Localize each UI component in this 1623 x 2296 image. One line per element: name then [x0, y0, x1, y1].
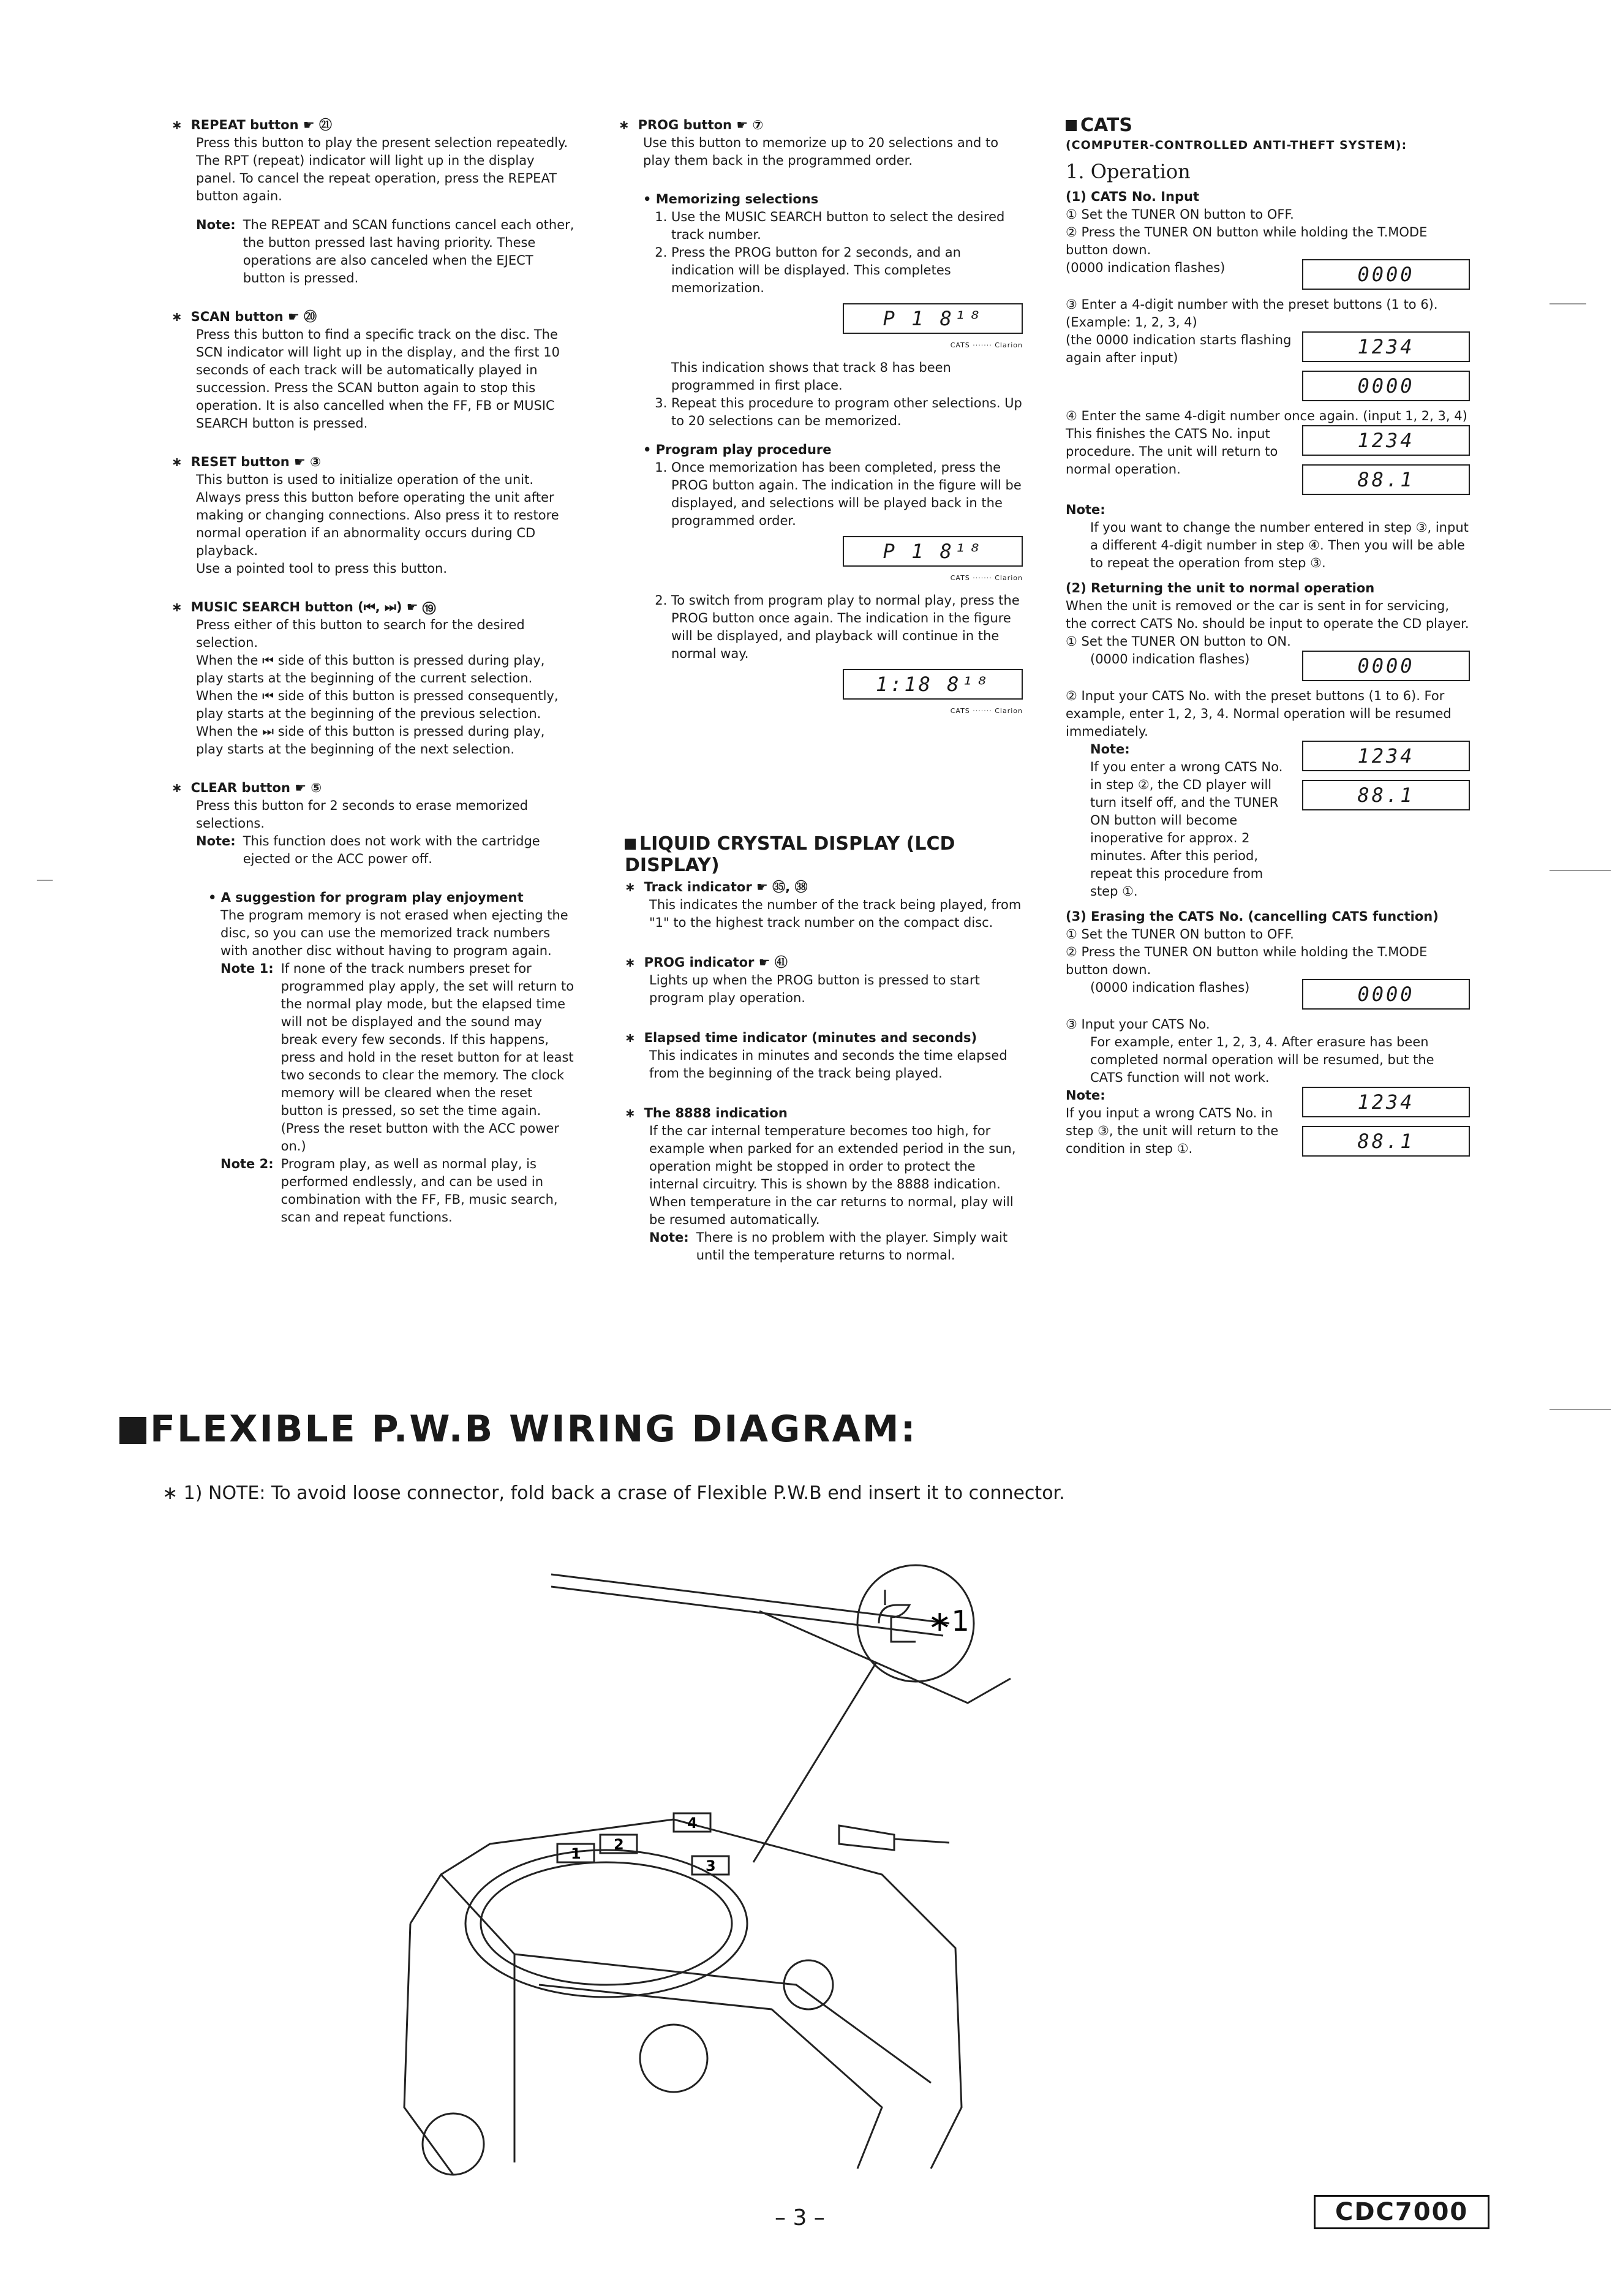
return-step-1-row [1066, 651, 1470, 684]
lcd-caption: CATS ······· Clarion [950, 707, 1023, 715]
prog-button-section: ∗ PROG button ☛ ⑦ Use this button to memorize up to 20 selections and to play them back in the programmed order. [619, 116, 1023, 170]
erase-step-2: ② Press the TUNER ON button while holding the T.MODE button down. [1066, 945, 1428, 977]
chassis-inner [539, 1985, 882, 2169]
repeat-ref: ☛ ㉑ [303, 118, 333, 132]
prog-title: PROG button [638, 118, 732, 132]
scan-button-section: ∗ SCAN button ☛ ⑳ Press this button to find a specific track on the disc. The SCN indicator will light up in the display, and the first 10 seconds of each track will be automatically played in succession. Press the SCAN button again to stop this operation. It is also cancelled when the FF, FB or MUSIC SEARCH button is pressed. [171, 308, 576, 432]
operation-heading: 1. Operation [1066, 160, 1191, 183]
clear-title: CLEAR button [190, 780, 290, 795]
temp-indication-title: The 8888 indication [644, 1106, 788, 1120]
input-step-2: ② Press the TUNER ON button while holding the T.MODE button down. [1066, 225, 1428, 257]
lcd-flashing-2: 0000 [1302, 371, 1470, 401]
chassis-inner [514, 1954, 931, 2083]
temp-note [649, 1229, 1023, 1264]
reset-button-section: ∗ RESET button ☛ ③ This button is used to initialize operation of the unit. Always press this button before operating the unit after making or changing connections. Also press it to restore normal operation if an abnormality occurs during CD playback. Use a pointed tool to press this button. [171, 453, 576, 578]
track-indicator-ref: ☛ ㉟, ㊳ [756, 880, 808, 894]
music-title: MUSIC SEARCH button (⏮, ⏭) [190, 600, 402, 614]
clear-note [196, 833, 576, 868]
note-label: Note 2: [220, 1157, 274, 1171]
reset-body-2: Use a pointed tool to press this button. [196, 561, 448, 576]
connector-label-4: 4 [687, 1815, 698, 1832]
lcd-normal: 88.1 [1302, 464, 1470, 495]
section-bullet [625, 839, 636, 850]
erase-note-row [1066, 1087, 1470, 1159]
edge-mark [37, 880, 53, 881]
erase-step-1: ① Set the TUNER ON button to OFF. [1066, 927, 1294, 942]
gear [640, 2025, 707, 2092]
section-bullet [1066, 120, 1077, 131]
clear-ref: ☛ ⑤ [295, 780, 322, 795]
repeat-title: REPEAT button [190, 118, 299, 132]
right-column [1066, 116, 1470, 1159]
flash-note: (0000 indication flashes) [1066, 260, 1226, 275]
chassis-inner [441, 1875, 514, 2162]
erase-step-2-row [1066, 979, 1470, 1012]
input-step-2-row [1066, 259, 1470, 292]
chassis-outline [404, 1924, 453, 2175]
input-step-3: ③ Enter a 4-digit number with the preset buttons (1 to 6). (Example: 1, 2, 3, 4) [1066, 297, 1438, 330]
program-play-section: • Program play procedure 1. Once memorization has been completed, press the PROG button again. The indication in the figure will be displayed, and selections will be played back in the programmed order. P 1 8¹⁸ CATS ······· Clarion 2. To switch from program play to normal play, press the PROG button once again. The indication in the figure will be displayed, and playback will continue in the normal way. 1:18 8¹⁸ CATS ······· Clarion [643, 441, 1023, 720]
lcd-1234-3: 1234 [1302, 741, 1470, 771]
edge-mark [1550, 303, 1586, 304]
clear-body: Press this button for 2 seconds to erase memorized selections. [196, 798, 529, 831]
note-label: Note: [1066, 1088, 1105, 1103]
note-label: Note: [1090, 742, 1130, 757]
music-p2: When the ⏮ side of this button is pressed consequently, play starts at the beginning of the previous selection. [196, 689, 559, 721]
elapsed-indicator-title: Elapsed time indicator (minutes and seconds) [644, 1030, 977, 1045]
fold-icon [879, 1605, 916, 1642]
repeat-button-section: ∗ REPEAT button ☛ ㉑ Press this button to play the present selection repeatedly. The RPT (repeat) indicator will light up in the display panel. To cancel the repeat operation, press the REPEAT button again. Note: The REPEAT and SCAN functions cancel each other, the button pressed last having priority. These operations are also canceled when the EJECT button is pressed. [171, 116, 576, 287]
reset-ref: ☛ ③ [293, 455, 321, 469]
flex-pwb-title-text: FLEXIBLE P.W.B WIRING DIAGRAM: [150, 1408, 917, 1451]
finish-note: This finishes the CATS No. input procedure. The unit will return to normal operation. [1066, 426, 1278, 477]
reset-title: RESET button [190, 455, 290, 469]
page-number: – 3 – [775, 2205, 825, 2230]
track-indicator-body: This indicates the number of the track being played, from "1" to the highest track number on the compact disc. [649, 897, 1022, 930]
suggest-body: The program memory is not erased when ejecting the disc, so you can use the memorized track numbers with another disc without having to program again. [220, 908, 568, 958]
music-p1: When the ⏮ side of this button is pressed during play, play starts at the beginning of the current selection. [196, 653, 545, 685]
lcd-flashing: 0000 [1302, 259, 1470, 290]
lcd-section: LIQUID CRYSTAL DISPLAY (LCD DISPLAY) ∗ Track indicator ☛ ㉟, ㊳ This indicates the number of the track being played, from "1" to the highest track number on the compact disc. ∗ PROG indicator ☛ ㊶ Lights up when the PROG button is pressed to start program play operation. ∗ Elapsed time indicator (minutes and seconds) This indicates in minutes and seconds the time elapsed from the beginning of the track being played. ∗ The 8888 indication If the car internal temperature becomes too high, for example when parked for an extended period in the sun, operation might be stopped in order to protect the internal circuitry. This is shown by the 8888 indication. When temperature in the car returns to normal, play will be resumed automatically. Note: There is no problem with the player. Simply wait until the temperature returns to normal. [625, 833, 1023, 1264]
cats-input-heading: (1) CATS No. Input [1066, 189, 1199, 204]
lcd-display-normal-play: 1:18 8¹⁸ [843, 669, 1023, 700]
step-text: To switch from program play to normal play, press the PROG button once again. The indication in the figure will be displayed, and playback will continue in the normal way. [671, 593, 1020, 661]
lcd-1234: 1234 [1302, 331, 1470, 362]
suggest-note-2 [220, 1155, 576, 1226]
scan-title: SCAN button [190, 309, 284, 324]
suggest-title: A suggestion for program play enjoyment [220, 890, 524, 905]
input-step-1: ① Set the TUNER ON button to OFF. [1066, 207, 1294, 222]
note-text: Program play, as well as normal play, is performed endlessly, and can be used in combination with the FF, FB, music search, scan and repeat functions. [281, 1157, 558, 1225]
program-play-title: Program play procedure [655, 442, 832, 457]
memorizing-step-1: 1. Use the MUSIC SEARCH button to select the desired track number. [671, 208, 1023, 244]
connector-label-1: 1 [571, 1845, 581, 1862]
flex-pwb-note: ∗ 1) NOTE: To avoid loose connector, fold back a crase of Flexible P.W.B end insert it to connector. [162, 1482, 1065, 1504]
return-heading: (2) Returning the unit to normal operation [1066, 581, 1375, 595]
clear-button-section: ∗ CLEAR button ☛ ⑤ Press this button for 2 seconds to erase memorized selections. Note: This function does not work with the cartridge ejected or the ACC power off. [171, 779, 576, 868]
return-step-2: ② Input your CATS No. with the preset buttons (1 to 6). For example, enter 1, 2, 3, 4. Normal operation will be resumed immediately. [1066, 689, 1452, 739]
music-p3: When the ⏭ side of this button is pressed during play, play starts at the beginning of the next selection. [196, 724, 545, 757]
lcd-normal-2: 88.1 [1302, 780, 1470, 810]
return-body: When the unit is removed or the car is sent in for servicing, the correct CATS No. should be input to operate the CD player. [1066, 599, 1469, 631]
input-step-4-row [1066, 425, 1470, 497]
erase-note: If you input a wrong CATS No. in step ③, the unit will return to the condition in step ①. [1066, 1106, 1279, 1156]
note-label: Note: [196, 834, 236, 848]
note-label: Note 1: [220, 961, 274, 976]
callout-leader [753, 1663, 876, 1862]
lcd-display-program: P 1 8¹⁸ [843, 303, 1023, 334]
cats-title: CATS [1080, 115, 1132, 136]
suggest-note-1 [220, 960, 576, 1155]
step-text: Once memorization has been completed, press the PROG button again. The indication in the figure will be displayed, and selections will be played back in the programmed order. [671, 460, 1022, 528]
lcd-caption: CATS ······· Clarion [950, 574, 1023, 582]
note-text: There is no problem with the player. Simply wait until the temperature returns to normal. [696, 1230, 1008, 1263]
program-suggestion: • A suggestion for program play enjoyment The program memory is not erased when ejecting the disc, so you can use the memorized track numbers with another disc without having to program again. Note 1: If none of the track numbers preset for programmed play apply, the set will return to the normal play mode, but the elapsed time will not be displayed and the sound may break every few seconds. If this happens, press and hold in the reset button for at least two seconds to clear the memory. The clock memory will be cleared when the reset button is pressed, so set the time again. (Press the reset button with the ACC power on.) Note 2: Program play, as well as normal play, is performed endlessly, and can be used in combination with the FF, FB, music search, scan and repeat functions. [208, 889, 576, 1226]
note-text: This function does not work with the cartridge ejected or the ACC power off. [243, 834, 540, 866]
edge-mark [1550, 1409, 1611, 1410]
music-body: Press either of this button to search for the desired selection. [196, 617, 525, 650]
lid-edge [551, 1574, 949, 1623]
left-column [171, 116, 576, 1226]
repeat-body: Press this button to play the present selection repeatedly. The RPT (repeat) indicator will light up in the display panel. To cancel the repeat operation, press the REPEAT button again. [196, 135, 568, 203]
step-text: Press the PROG button for 2 seconds, and an indication will be displayed. This completes memorization. [671, 245, 961, 295]
elapsed-indicator-body: This indicates in minutes and seconds the time elapsed from the beginning of the track being played. [649, 1048, 1007, 1081]
program-play-step-1 [671, 459, 1023, 587]
music-ref: ☛ ⑲ [406, 600, 436, 614]
return-note: If you enter a wrong CATS No. in step ②, the CD player will turn itself off, and the TUNER ON button will become inoperative for approx. 2 minutes. After this period, repeat this procedure from step ①. [1090, 760, 1283, 899]
prog-ref: ☛ ⑦ [736, 118, 764, 132]
erase-step-3-body: For example, enter 1, 2, 3, 4. After erasure has been completed normal operation will be resumed, but the CATS function will not work. [1090, 1035, 1434, 1085]
flash-again-note: (the 0000 indication starts flashing again after input) [1066, 333, 1292, 365]
note-text: If none of the track numbers preset for programmed play apply, the set will return to the normal play mode, but the elapsed time will not be displayed and the sound may break every few seconds. If this happens, press and hold in the reset button for at least two seconds to clear the memory. The clock memory will be cleared when the reset button is pressed, so set the time again. (Press the reset button with the ACC power on.) [281, 961, 574, 1154]
connector-label-3: 3 [706, 1857, 716, 1875]
note-label: Note: [649, 1230, 689, 1245]
flash-note: (0000 indication flashes) [1090, 652, 1250, 667]
note-label: Note: [196, 217, 236, 232]
prog-indicator-body: Lights up when the PROG button is pressed to start program play operation. [649, 973, 980, 1005]
connector-label-2: 2 [614, 1836, 624, 1853]
memorizing-section: • Memorizing selections 1. Use the MUSIC SEARCH button to select the desired track number. 2. Press the PROG button for 2 seconds, and an indication will be displayed. This completes memorization. P 1 8¹⁸ CATS ······· Clarion This indication shows that track 8 has been programmed in first place. 3. Repeat this procedure to program other selections. Up to 20 selections can be memorized. [643, 191, 1023, 430]
prog-body: Use this button to memorize up to 20 selections and to play them back in the programmed order. [643, 135, 999, 168]
scan-body: Press this button to find a specific track on the disc. The SCN indicator will light up in the display, and the first 10 seconds of each track will be automatically played in succession. Press the SCAN button again to stop this operation. It is also cancelled when the FF, FB or MUSIC SEARCH button is pressed. [196, 327, 560, 431]
return-step-2-row [1066, 741, 1470, 901]
flex-cable [481, 1862, 732, 1985]
input-note: If you want to change the number entered in step ③, input a different 4-digit number in step ④. Then you will be able to repeat the operation from step ③. [1090, 520, 1469, 570]
wiring-diagram [331, 1556, 1151, 2181]
prog-indicator-ref: ☛ ㊶ [758, 955, 788, 970]
lcd-1234-4: 1234 [1302, 1087, 1470, 1117]
music-search-section: ∗ MUSIC SEARCH button (⏮, ⏭) ☛ ⑲ Press either of this button to search for the desired selection. When the ⏮ side of this button is pressed during play, play starts at the beginning of the current selection. When the ⏮ side of this button is pressed consequently, play starts at the beginning of the previous selection. When the ⏭ side of this button is pressed during play, play starts at the beginning of the next selection. [171, 599, 576, 758]
lcd-section-title: LIQUID CRYSTAL DISPLAY (LCD DISPLAY) [625, 833, 955, 876]
lcd-flashing-4: 0000 [1302, 979, 1470, 1010]
track-indicator-title: Track indicator [644, 880, 752, 894]
return-step-1: ① Set the TUNER ON button to ON. [1066, 634, 1291, 649]
cats-subtitle: (COMPUTER-CONTROLLED ANTI-THEFT SYSTEM): [1066, 138, 1407, 152]
section-bullet [119, 1417, 146, 1444]
reset-body: This button is used to initialize operation of the unit. Always press this button before operating the unit after making or changing connections. Also press it to restore normal operation if an abnormality occurs during CD playback. [196, 472, 559, 558]
step-after-text: This indication shows that track 8 has been programmed in first place. [671, 360, 951, 393]
memorizing-step-3: 3. Repeat this procedure to program other selections. Up to 20 selections can be memorized. [671, 395, 1023, 430]
note-text: The REPEAT and SCAN functions cancel each other, the button pressed last having priority. These operations are also canceled when the EJECT button is pressed. [243, 217, 574, 285]
lcd-caption: CATS ······· Clarion [950, 341, 1023, 349]
motor [839, 1826, 894, 1850]
memorizing-step-2 [671, 244, 1023, 395]
prog-indicator-title: PROG indicator [644, 955, 755, 970]
flex-pwb-title [119, 1408, 917, 1451]
lcd-display-program-play: P 1 8¹⁸ [843, 536, 1023, 567]
input-step-3-row [1066, 331, 1470, 404]
edge-mark [1550, 870, 1611, 871]
input-step-4: ④ Enter the same 4-digit number once again. (input 1, 2, 3, 4) [1066, 409, 1467, 423]
lcd-1234-2: 1234 [1302, 425, 1470, 456]
lcd-flashing-3: 0000 [1302, 651, 1470, 681]
program-play-step-2 [671, 592, 1023, 720]
flash-note: (0000 indication flashes) [1090, 980, 1250, 995]
erase-step-3: ③ Input your CATS No. [1066, 1017, 1210, 1032]
erase-heading: (3) Erasing the CATS No. (cancelling CATS function) [1066, 909, 1439, 924]
middle-column [619, 116, 1023, 725]
note-label: Note: [1066, 502, 1105, 517]
scan-ref: ☛ ⑳ [288, 309, 317, 324]
memorizing-title: Memorizing selections [655, 192, 819, 206]
lcd-normal-3: 88.1 [1302, 1126, 1470, 1157]
model-number: CDC7000 [1314, 2195, 1489, 2229]
shaft [894, 1839, 949, 1843]
repeat-note [196, 216, 576, 287]
callout-label: ∗1 [928, 1604, 970, 1637]
temp-indication-body: If the car internal temperature becomes too high, for example when parked for an extended period in the sun, operation might be stopped in order to protect the internal circuitry. This is shown by the 8888 indication. When temperature in the car returns to normal, play will be resumed automatically. [649, 1123, 1016, 1227]
